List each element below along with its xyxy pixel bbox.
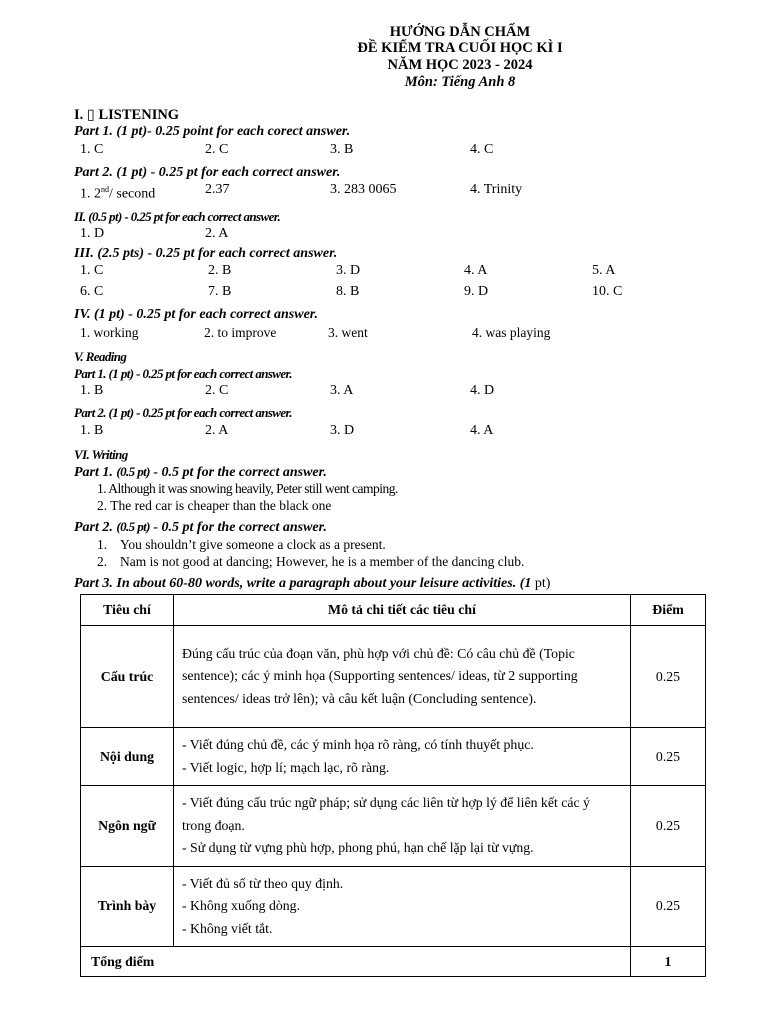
table-row — [81, 866, 706, 947]
description-cell — [174, 728, 631, 786]
criterion-cell: Cấu trúc — [81, 626, 174, 728]
answer-item: 1. C — [80, 263, 104, 278]
answer-text: 1. 2 — [80, 186, 101, 202]
answer-item: 9. D — [464, 284, 489, 299]
answer-item: 4. D — [470, 383, 495, 398]
answer-text: / second — [109, 186, 156, 202]
column-header-criterion: Tiêu chí — [81, 595, 174, 626]
description-line: - Không xuống dòng. — [182, 898, 301, 913]
description-line: - Không viết tắt. — [182, 920, 273, 936]
description-cell — [174, 786, 631, 867]
writing-answer-number: 1. — [97, 537, 108, 552]
writing-answer-line: 2. The red car is cheaper than the black one — [97, 498, 332, 513]
answer-item: 7. B — [208, 284, 232, 299]
answer-item: 2. A — [205, 423, 229, 438]
reading-part1-title: Part 1. (1 pt) - 0.25 pt for each correct answer. — [74, 366, 292, 381]
ordinal-suffix: nd — [101, 185, 109, 194]
score-cell: 0.25 — [631, 626, 706, 728]
section4-title: IV. (1 pt) - 0.25 pt for each correct answer. — [74, 307, 318, 322]
part-label: Part 1. — [74, 465, 117, 480]
writing-answer-number: 2. — [97, 554, 108, 569]
answer-item: 3. D — [330, 423, 355, 438]
section3-title: III. (2.5 pts) - 0.25 pt for each correct answer. — [74, 246, 338, 261]
answer-item: 2. A — [205, 226, 229, 241]
writing-part3-title — [74, 576, 550, 592]
description-line: - Viết đủ số từ theo quy định. — [182, 875, 344, 891]
answer-item: 1. B — [80, 423, 104, 438]
score-cell: 0.25 — [631, 728, 706, 786]
answer-item: 3. 283 0065 — [330, 182, 397, 197]
answer-item: 10. C — [592, 284, 623, 299]
table-row — [81, 786, 706, 867]
criterion-cell: Ngôn ngữ — [81, 786, 174, 867]
answer-item: 1. B — [80, 383, 104, 398]
part-label: Part 2. — [74, 520, 117, 535]
criterion-cell: Nội dung — [81, 728, 174, 786]
answer-item: 1. D — [80, 226, 105, 241]
part-points: (0.5 pt) — [116, 519, 150, 534]
answer-item: 3. D — [336, 263, 361, 278]
table-row — [81, 728, 706, 786]
subject-name: Môn: Tiếng Anh 8 — [404, 74, 516, 90]
answer-item: 2. C — [205, 142, 229, 157]
writing-answer-line: You shouldn’t give someone a clock as a present. — [120, 537, 386, 552]
answer-item: 8. B — [336, 284, 360, 299]
part-instruction: - 0.5 pt for the correct answer. — [149, 520, 327, 535]
writing-answer-line: 1. Although it was snowing heavily, Peter still went camping. — [97, 481, 398, 496]
section-writing-title: VI. Writing — [74, 447, 128, 462]
listening-part2-title: Part 2. (1 pt) - 0.25 pt for each correct answer. — [74, 165, 341, 180]
description-line: - Viết đúng chủ đề, các ý minh họa rõ ràng, có tính thuyết phục. — [182, 737, 534, 752]
answer-item: 6. C — [80, 284, 104, 299]
answer-item: 5. A — [592, 263, 616, 278]
description-line: - Sử dụng từ vựng phù hợp, phong phú, hạn chế lặp lại từ vựng. — [182, 840, 534, 855]
answer-item: 3. A — [330, 383, 354, 398]
writing-part1-title — [74, 464, 327, 481]
writing-part2-title — [74, 519, 327, 536]
table-row — [81, 626, 706, 728]
reading-part2-title: Part 2. (1 pt) - 0.25 pt for each correct answer. — [74, 405, 292, 420]
answer-item: 1. C — [80, 142, 104, 157]
answer-item: 4. C — [470, 142, 494, 157]
answer-item: 2. to improve — [204, 325, 277, 340]
column-header-description: Mô tả chi tiết các tiêu chí — [174, 595, 631, 626]
answer-item: 4. was playing — [472, 325, 551, 340]
part-points: (0.5 pt) — [116, 464, 150, 479]
exam-title: ĐỀ KIỂM TRA CUỐI HỌC KÌ I — [357, 40, 563, 56]
doc-header-title: HƯỚNG DẪN CHẤM — [389, 24, 531, 40]
answer-item: 4. A — [464, 263, 488, 278]
section2-title: II. (0.5 pt) - 0.25 pt for each correct answer. — [74, 209, 281, 224]
answer-item — [80, 182, 155, 203]
part-instruction: - 0.5 pt for the correct answer. — [149, 465, 327, 480]
section-listening-title: I. ▯ LISTENING — [74, 107, 180, 123]
writing-answer-line: Nam is not good at dancing; However, he is a member of the dancing club. — [120, 554, 525, 569]
total-label: Tổng điểm — [81, 947, 631, 977]
description-line: Đúng cấu trúc của đoạn văn, phù hợp với chủ đề: Có câu chủ đề (Topic sentence); các ý minh họa (Supporting sentences/ ideas, từ 2 supporting sentences/ ideas trở lên); và câu kết luận (Concluding sentence). — [182, 645, 578, 706]
column-header-score: Điểm — [631, 595, 706, 626]
description-cell — [174, 866, 631, 947]
total-row — [81, 947, 706, 977]
part-instruction: Part 3. In about 60-80 words, write a paragraph about your leisure activities. (1 — [74, 576, 535, 591]
table-header-row — [81, 595, 706, 626]
criterion-cell: Trình bày — [81, 866, 174, 947]
answer-item: 3. B — [330, 142, 354, 157]
answer-item: 2.37 — [205, 182, 230, 197]
answer-item: 1. working — [80, 325, 139, 340]
listening-part1-title: Part 1. (1 pt)- 0.25 point for each corect answer. — [74, 124, 351, 139]
description-line: - Viết đúng cấu trúc ngữ pháp; sử dụng các liên từ hợp lý để liên kết các ý trong đoạn. — [182, 795, 590, 833]
score-cell: 0.25 — [631, 786, 706, 867]
answer-item: 2. B — [208, 263, 232, 278]
answer-item: 4. A — [470, 423, 494, 438]
answer-item: 4. Trinity — [470, 182, 523, 197]
score-cell: 0.25 — [631, 866, 706, 947]
school-year: NĂM HỌC 2023 - 2024 — [387, 57, 533, 73]
writing-rubric-table — [80, 594, 706, 977]
answer-item: 2. C — [205, 383, 229, 398]
answer-item: 3. went — [328, 325, 368, 340]
section-reading-title: V. Reading — [74, 349, 127, 364]
part-points-unit: pt) — [534, 576, 551, 591]
description-line: - Viết logic, hợp lí; mạch lạc, rõ ràng. — [182, 759, 390, 775]
total-score: 1 — [631, 947, 706, 977]
description-cell — [174, 626, 631, 728]
